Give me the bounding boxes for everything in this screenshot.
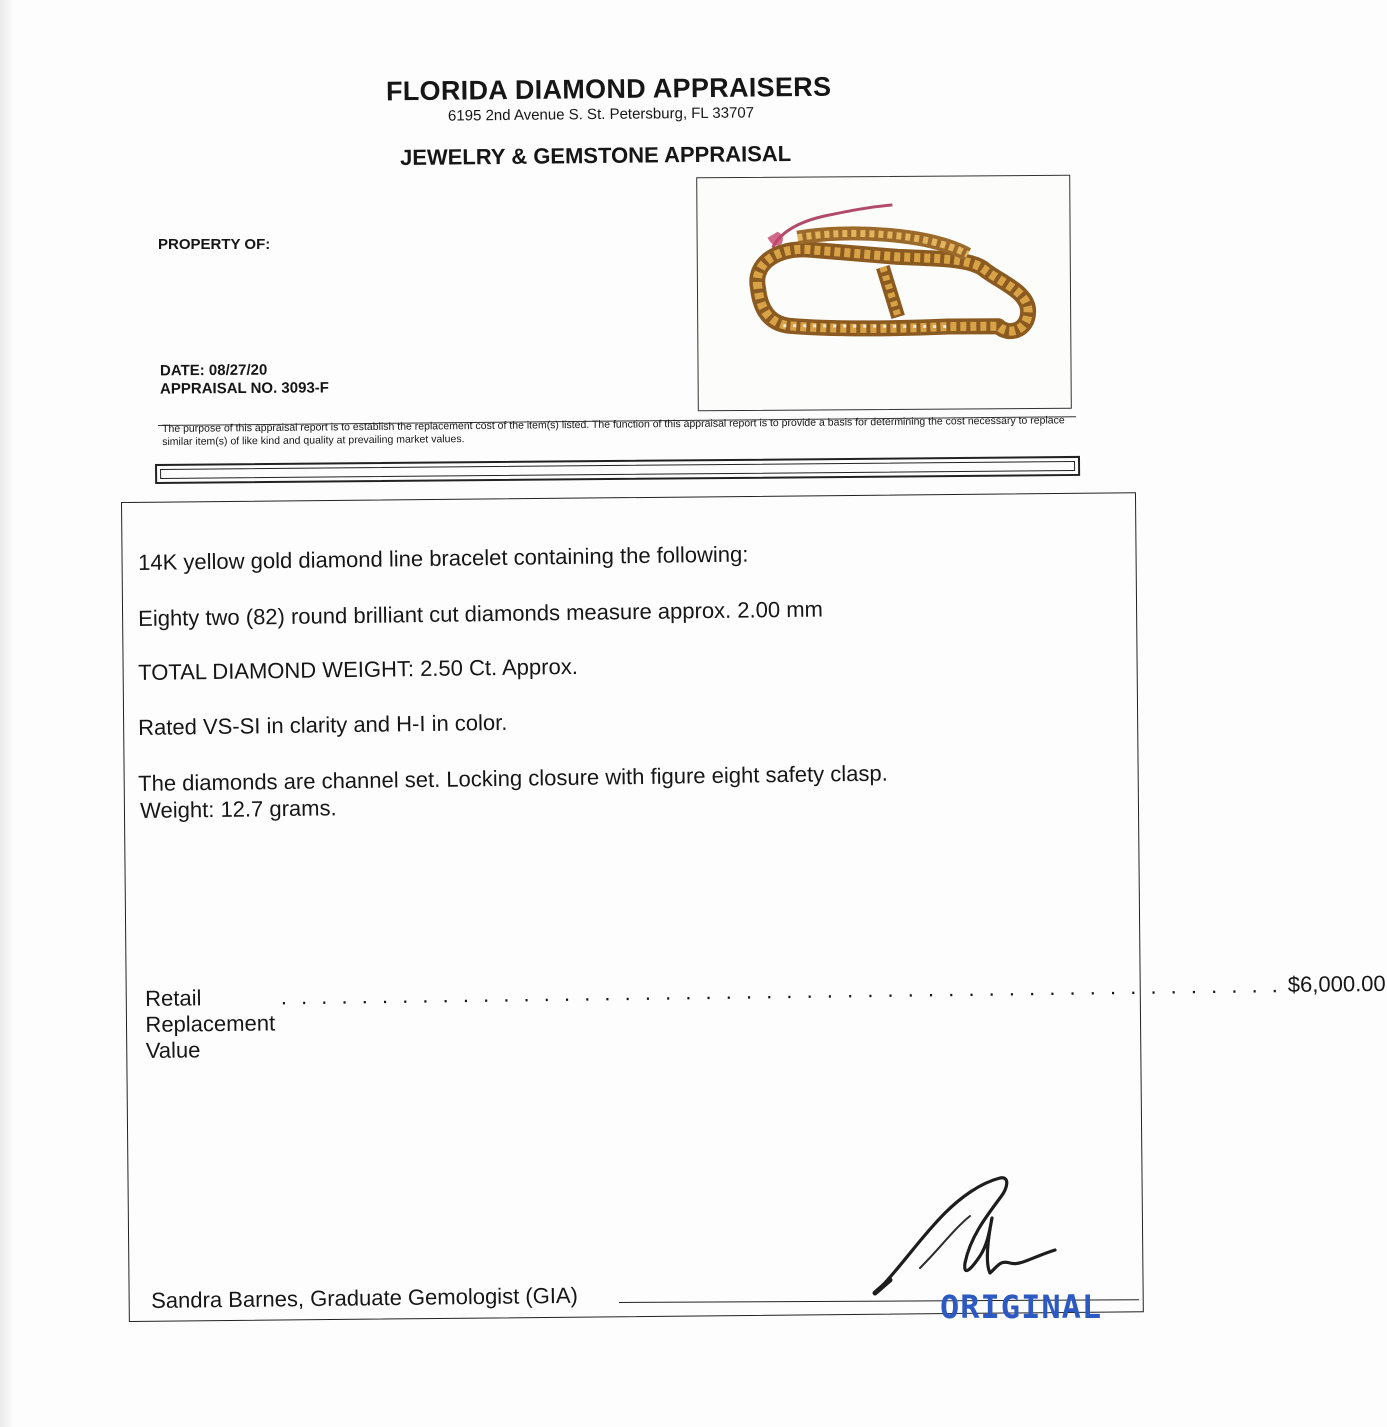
company-address: 6195 2nd Avenue S. St. Petersburg, FL 33707	[447, 104, 755, 125]
item-photo	[696, 175, 1072, 412]
appraisal-date: DATE: 08/27/20	[159, 361, 268, 380]
description-line-rating: Rated VS-SI in clarity and H-I in color.	[138, 709, 508, 740]
description-line-setting: The diamonds are channel set. Locking closure with figure eight safety clasp.	[138, 760, 888, 796]
page-edge-shadow	[0, 0, 14, 1427]
company-name: FLORIDA DIAMOND APPRAISERS	[385, 71, 832, 107]
appraisal-number: APPRAISAL NO. 3093-F	[159, 379, 329, 398]
appraiser-name: Sandra Barnes, Graduate Gemologist (GIA)	[151, 1282, 579, 1313]
description-line-total-weight: TOTAL DIAMOND WEIGHT: 2.50 Ct. Approx.	[138, 653, 579, 685]
valuation-leader-dots: . . . . . . . . . . . . . . . . . . . . . . . . . . . . . . . . . . . . . . . . . . . . . . . . . .	[280, 972, 1282, 1010]
bracelet-photo-image	[697, 176, 1071, 411]
valuation-label: Retail Replacement Value	[145, 985, 276, 1063]
description-line-gram-weight: Weight: 12.7 grams.	[140, 795, 337, 823]
valuation-amount: $6,000.00	[1287, 970, 1386, 998]
purpose-statement: The purpose of this appraisal report is to establish the replacement cost of the item(s) listed. The function of this appraisal report is to provide a basis for determining the cost necessary to replace similar item(s) of like kind and quality at prevailing market values.	[162, 414, 1065, 448]
property-of-label: PROPERTY OF:	[158, 236, 271, 253]
stamp-text: ORIGINAL	[940, 1288, 1103, 1326]
appraiser-signature	[860, 1168, 1080, 1303]
valuation-row	[145, 970, 1386, 1064]
description-line-diamonds: Eighty two (82) round brilliant cut diamonds measure approx. 2.00 mm	[138, 596, 824, 631]
section-divider-bar	[155, 456, 1080, 484]
original-stamp	[940, 1288, 1102, 1326]
document-title: JEWELRY & GEMSTONE APPRAISAL	[399, 140, 792, 171]
description-line-item: 14K yellow gold diamond line bracelet containing the following:	[138, 541, 749, 575]
